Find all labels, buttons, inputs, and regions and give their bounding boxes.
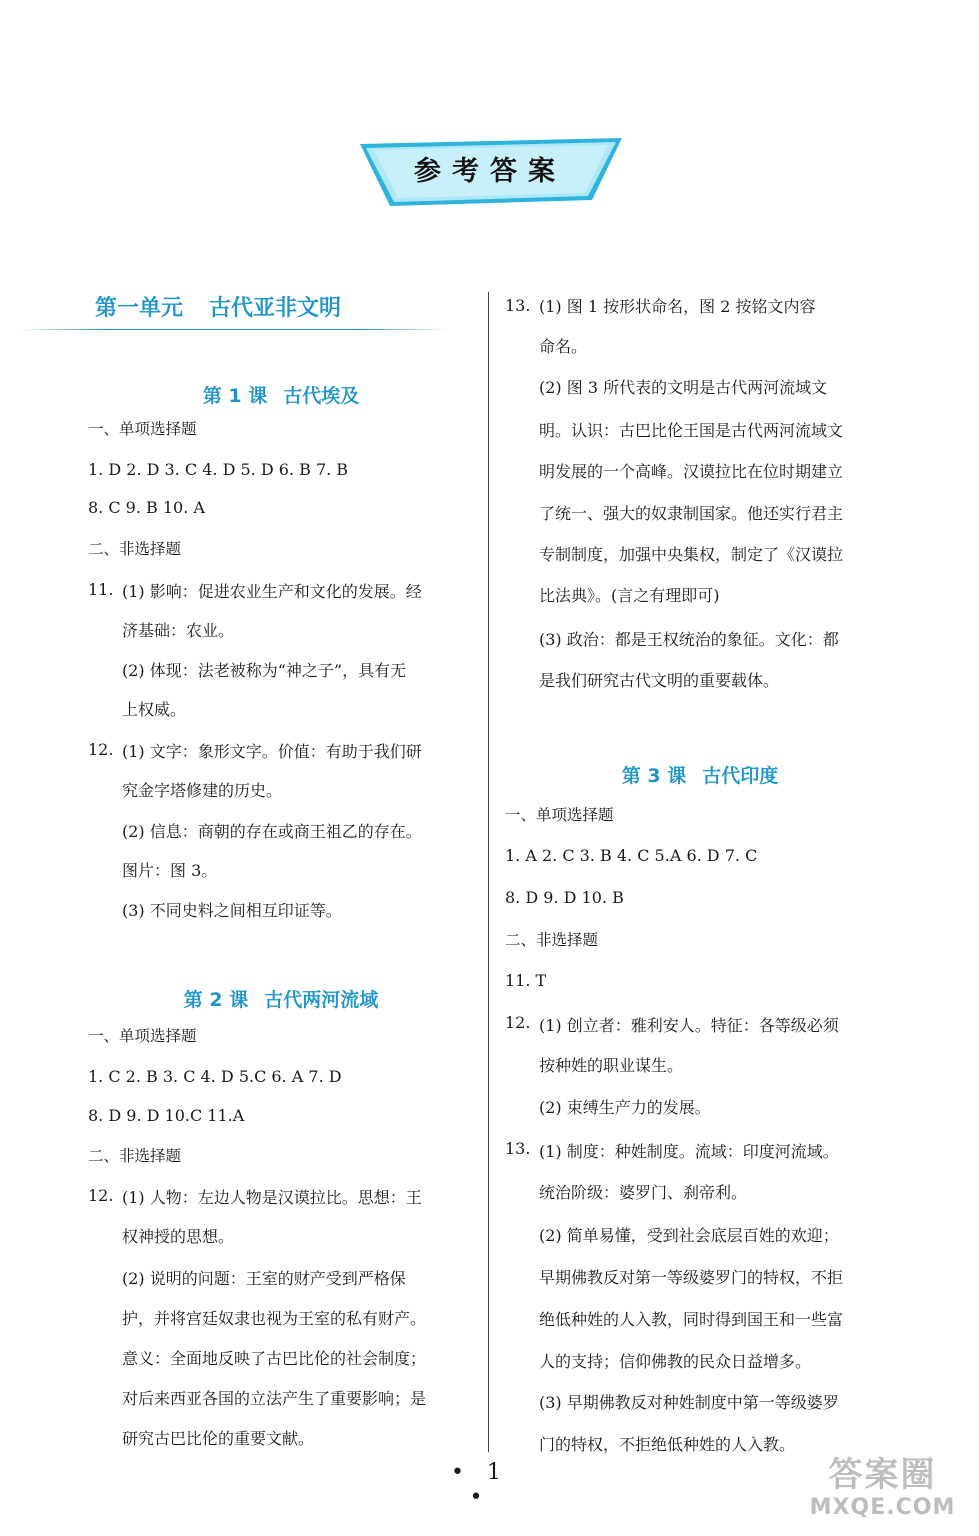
lesson-3-q11: 11. T (505, 971, 547, 990)
lesson-3-mc-row-2: 8. D 9. D 10. B (505, 888, 624, 907)
lesson-1-mc-row-1: 1. D 2. D 3. C 4. D 5. D 6. B 7. B (88, 460, 349, 479)
answer-banner (360, 138, 622, 210)
lesson-1-q12-line: 究金字塔修建的历史。 (122, 781, 283, 800)
unit-underline (18, 329, 448, 330)
lesson-2-q12-line: 权神授的思想。 (122, 1227, 235, 1246)
lesson-3-number: 第 3 课 (621, 765, 687, 787)
lesson-1-q12-line: (3) 不同史料之间相互印证等。 (122, 901, 342, 920)
lesson-3-heading (505, 761, 895, 788)
lesson-2-q13-line: 专制制度，加强中央集权，制定了《汉谟拉 (539, 545, 844, 564)
lesson-2-q13-line: 是我们研究古代文明的重要载体。 (539, 671, 780, 690)
lesson-3-q13-line: (3) 早期佛教反对种姓制度中第一等级婆罗 (539, 1393, 839, 1412)
lesson-3-title: 古代印度 (702, 765, 779, 787)
unit-label: 第一单元 (95, 296, 184, 321)
lesson-3-q13-line: (1) 制度：种姓制度。流域：印度河流域。 (539, 1142, 839, 1161)
watermark-line-1: 答案圈 (828, 1455, 937, 1495)
lesson-1-q11-number: 11. (88, 580, 114, 599)
lesson-2-title: 古代两河流域 (264, 989, 379, 1011)
lesson-1-q11-line: (2) 体现：法老被称为“神之子”，具有无 (122, 661, 407, 680)
lesson-1-number: 第 1 课 (202, 385, 268, 407)
lesson-2-q12-line: 对后来西亚各国的立法产生了重要影响；是 (122, 1389, 427, 1408)
lesson-1-section-nonchoice: 二、非选择题 (88, 540, 182, 558)
lesson-1-q12-number: 12. (88, 740, 114, 759)
lesson-2-number: 第 2 课 (183, 989, 249, 1011)
lesson-3-mc-row-1: 1. A 2. C 3. B 4. C 5.A 6. D 7. C (505, 846, 758, 865)
lesson-2-section-choice: 一、单项选择题 (88, 1027, 197, 1045)
lesson-1-q12-line: 图片：图 3。 (122, 861, 218, 880)
lesson-3-q13-line: 早期佛教反对第一等级婆罗门的特权，不拒 (539, 1268, 844, 1287)
lesson-2-q13-line: 明发展的一个高峰。汉谟拉比在位时期建立 (539, 462, 844, 481)
lesson-2-q13-line: 命名。 (539, 337, 588, 356)
lesson-2-section-nonchoice: 二、非选择题 (88, 1147, 182, 1165)
lesson-2-q12-line: 研究古巴比伦的重要文献。 (122, 1429, 315, 1448)
lesson-3-q12-number: 12. (505, 1013, 531, 1032)
column-divider (488, 292, 489, 1452)
lesson-3-section-choice: 一、单项选择题 (505, 806, 614, 824)
lesson-3-q13-line: (2) 简单易懂，受到社会底层百姓的欢迎； (539, 1226, 839, 1245)
lesson-3-q13-number: 13. (505, 1139, 531, 1158)
lesson-2-q12-number: 12. (88, 1186, 114, 1205)
lesson-2-q13-line: (1) 图 1 按形状命名，图 2 按铭文内容 (539, 297, 816, 316)
lesson-1-section-choice: 一、单项选择题 (88, 420, 197, 438)
lesson-3-q13-line: 统治阶级：婆罗门、刹帝利。 (539, 1183, 748, 1202)
lesson-3-q13-line: 人的支持；信仰佛教的民众日益增多。 (539, 1352, 812, 1371)
lesson-1-q11-line: 济基础：农业。 (122, 621, 235, 640)
lesson-1-q11-line: (1) 影响：促进农业生产和文化的发展。经 (122, 582, 422, 601)
lesson-1-q12-line: (1) 文字：象形文字。价值：有助于我们研 (122, 742, 422, 761)
lesson-2-q13-line: (3) 政治：都是王权统治的象征。文化：都 (539, 630, 839, 649)
banner-title: 参考答案 (414, 156, 566, 187)
lesson-2-q13-line: 了统一、强大的奴隶制国家。他还实行君主 (539, 504, 844, 523)
lesson-2-q13-line: 比法典》。(言之有理即可) (539, 586, 720, 605)
lesson-3-q12-line: (1) 创立者：雅利安人。特征：各等级必须 (539, 1016, 839, 1035)
lesson-3-q12-line: 按种姓的职业谋生。 (539, 1056, 684, 1075)
lesson-2-q12-line: 意义：全面地反映了古巴比伦的社会制度； (122, 1349, 427, 1368)
lesson-1-heading (88, 381, 474, 408)
lesson-2-mc-row-1: 1. C 2. B 3. C 4. D 5.C 6. A 7. D (88, 1067, 342, 1086)
lesson-3-q13-line: 门的特权，不拒绝低种姓的人入教。 (539, 1435, 796, 1454)
lesson-2-q12-line: (1) 人物：左边人物是汉谟拉比。思想：王 (122, 1188, 422, 1207)
lesson-1-q11-line: 上权威。 (122, 700, 187, 719)
unit-title: 古代亚非文明 (209, 296, 342, 321)
lesson-2-q13-line: 明。认识：古巴比伦王国是古代两河流域文 (539, 421, 844, 440)
lesson-3-q12-line: (2) 束缚生产力的发展。 (539, 1098, 711, 1117)
lesson-1-q12-line: (2) 信息：商朝的存在或商王祖乙的存在。 (122, 822, 422, 841)
lesson-2-q12-line: 护，并将宫廷奴隶也视为王室的私有财产。 (122, 1309, 427, 1328)
unit-heading (95, 291, 341, 322)
lesson-3-q13-line: 绝低种姓的人入教，同时得到国王和一些富 (539, 1310, 844, 1329)
page-number: • 1 • (451, 1460, 509, 1510)
lesson-2-mc-row-2: 8. D 9. D 10.C 11.A (88, 1106, 245, 1125)
lesson-1-mc-row-2: 8. C 9. B 10. A (88, 498, 205, 517)
lesson-3-section-nonchoice: 二、非选择题 (505, 931, 599, 949)
watermark-line-2: MXQE.COM (809, 1495, 956, 1520)
lesson-2-q13-number: 13. (505, 296, 531, 315)
lesson-1-title: 古代埃及 (283, 385, 360, 407)
lesson-2-heading (88, 985, 474, 1012)
watermark-logo (800, 1455, 965, 1530)
lesson-2-q12-line: (2) 说明的问题：王室的财产受到严格保 (122, 1269, 406, 1288)
lesson-2-q13-line: (2) 图 3 所代表的文明是古代两河流域文 (539, 378, 828, 397)
